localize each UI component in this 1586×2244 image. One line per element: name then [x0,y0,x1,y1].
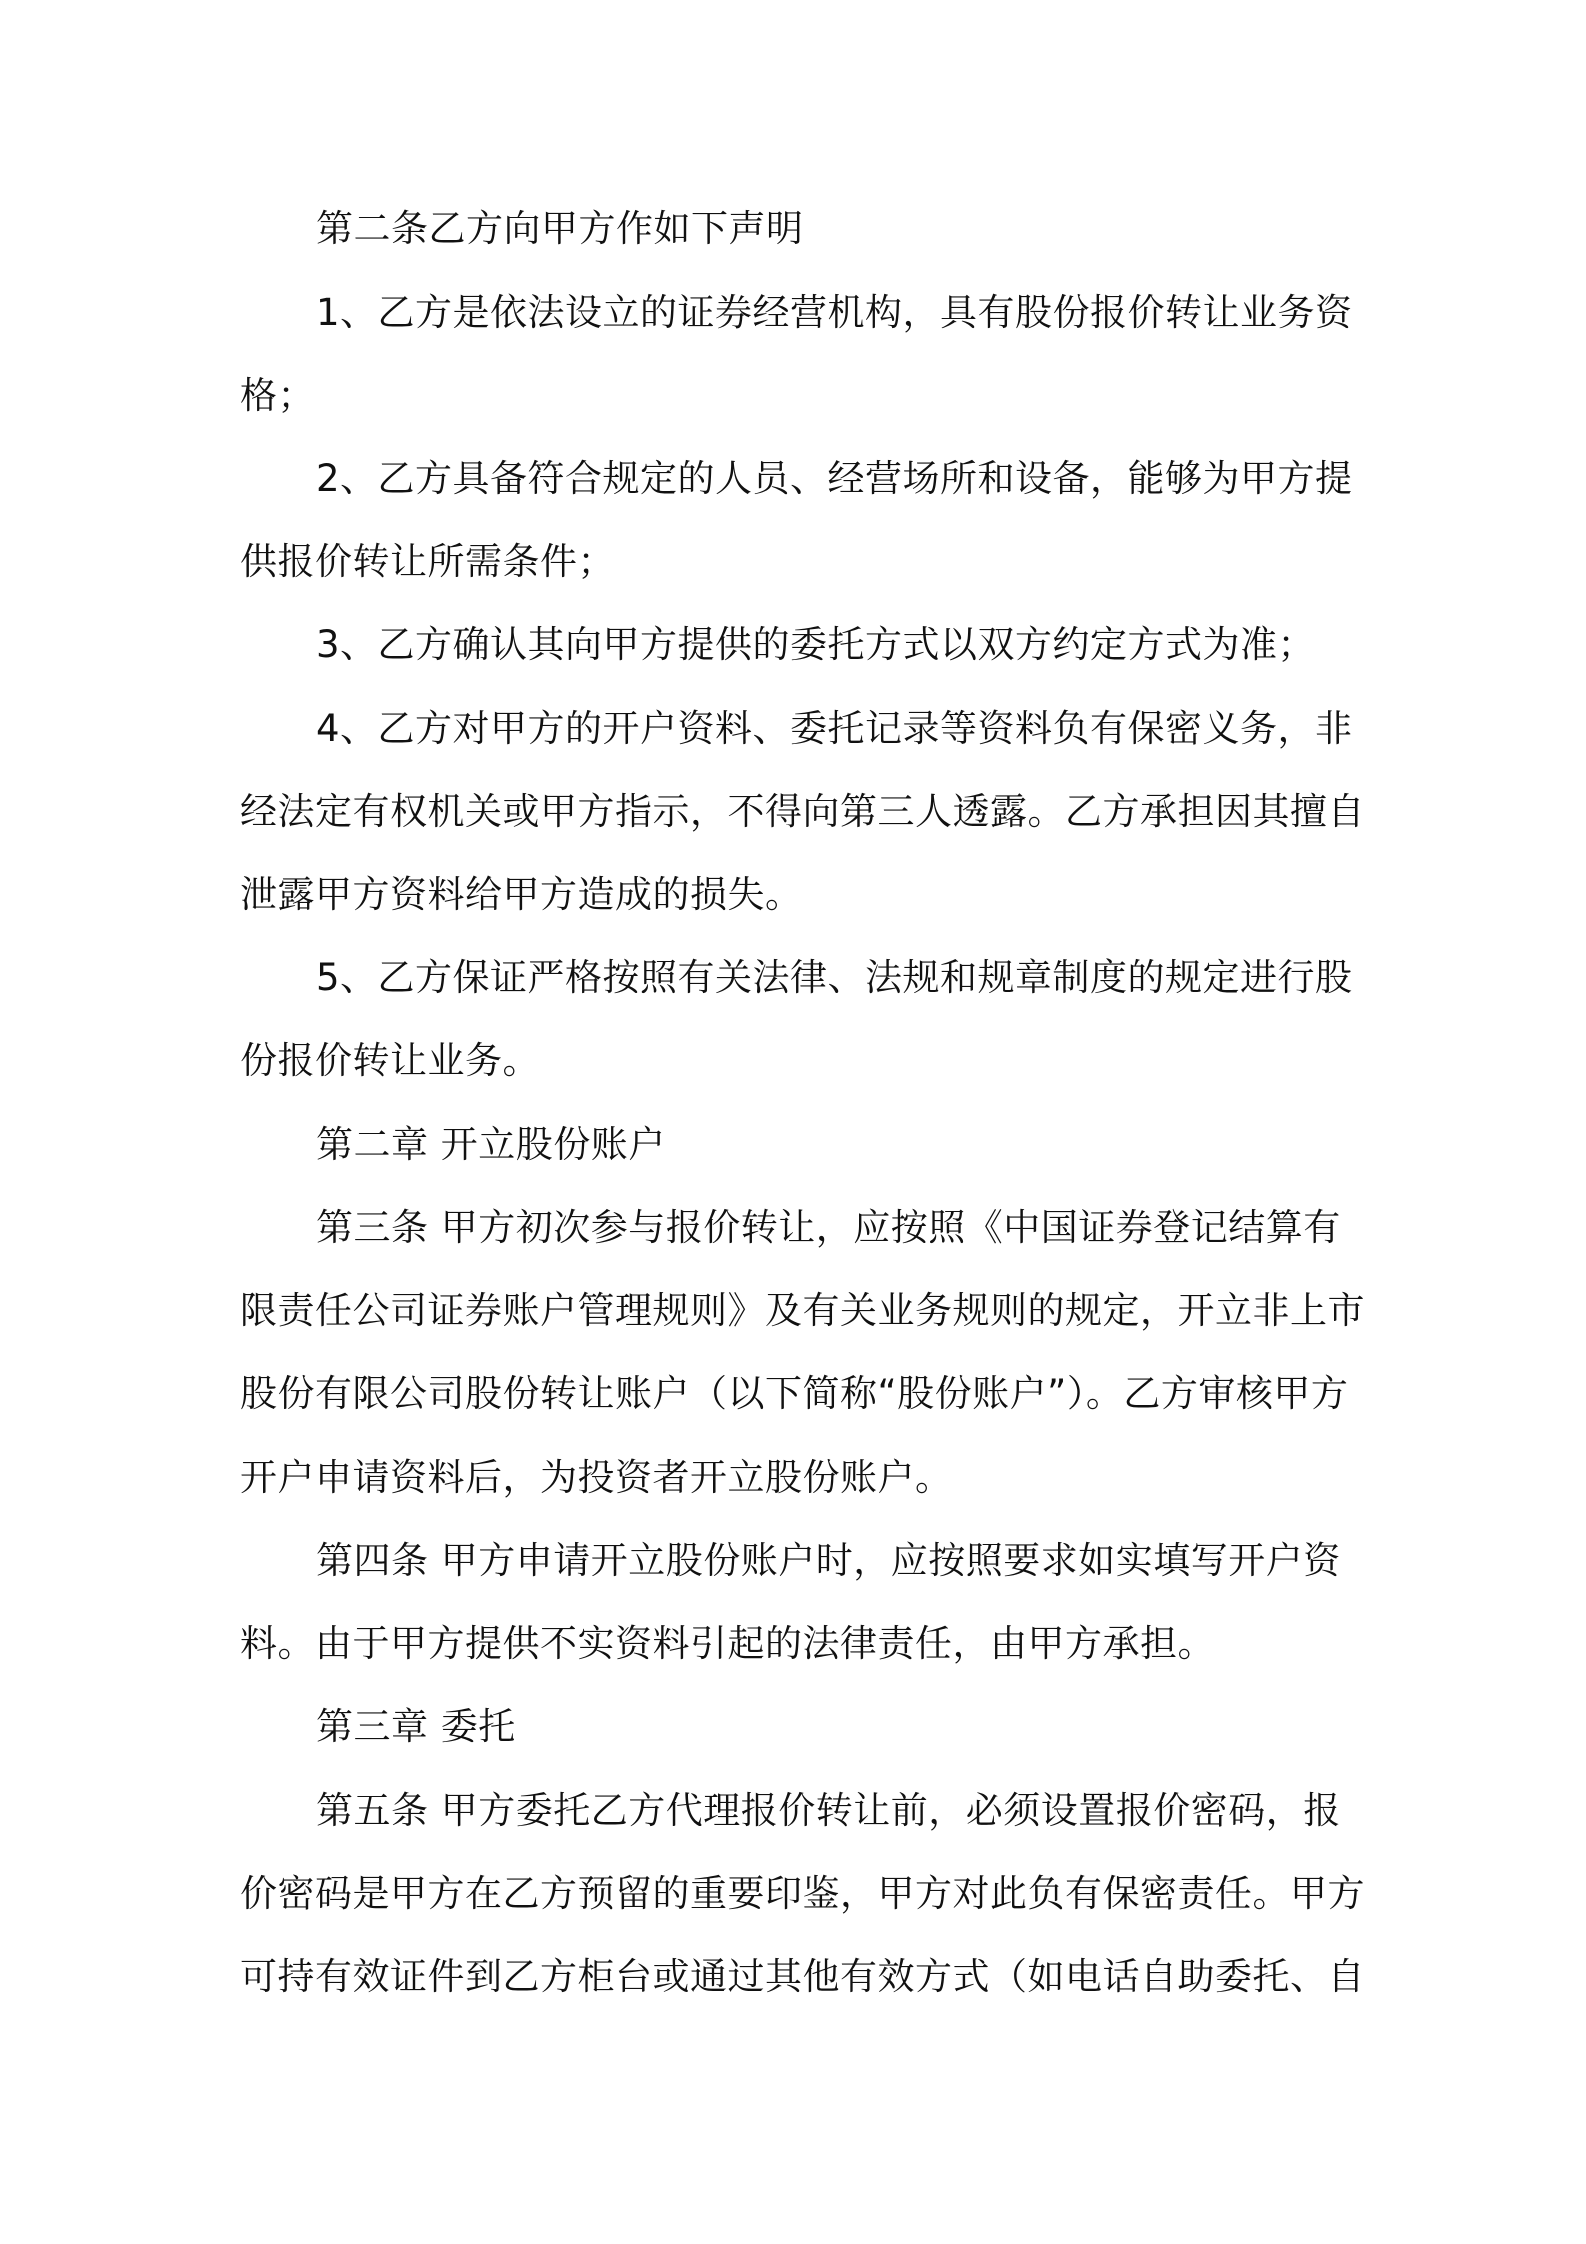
chapter-heading: 第二章 开立股份账户 [316,1123,666,1166]
paragraph-line: 第三条 甲方初次参与报价转让，应按照《中国证券登记结算有 [316,1206,1341,1249]
paragraph-line: 5、乙方保证严格按照有关法律、法规和规章制度的规定进行股 [316,956,1353,999]
paragraph-line: 限责任公司证券账户管理规则》及有关业务规则的规定，开立非上市 [240,1289,1365,1332]
paragraph-line: 份报价转让业务。 [240,1039,540,1082]
paragraph-line: 泄露甲方资料给甲方造成的损失。 [240,873,803,916]
paragraph-line: 4、乙方对甲方的开户资料、委托记录等资料负有保密义务，非 [316,707,1353,750]
paragraph-line: 1、乙方是依法设立的证券经营机构，具有股份报价转让业务资 [316,291,1353,334]
paragraph-line: 第四条 甲方申请开立股份账户时，应按照要求如实填写开户资 [316,1539,1341,1582]
chapter-heading: 第三章 委托 [316,1705,516,1748]
paragraph-line: 3、乙方确认其向甲方提供的委托方式以双方约定方式为准； [316,623,1316,666]
article-heading: 第二条乙方向甲方作如下声明 [316,207,804,250]
paragraph-line: 料。由于甲方提供不实资料引起的法律责任，由甲方承担。 [240,1622,1215,1665]
paragraph-line: 第五条 甲方委托乙方代理报价转让前，必须设置报价密码，报 [316,1789,1341,1832]
paragraph-line: 股份有限公司股份转让账户（以下简称“股份账户”）。乙方审核甲方 [240,1372,1349,1415]
paragraph-line: 格； [240,374,315,417]
paragraph-line: 供报价转让所需条件； [240,540,615,583]
paragraph-line: 经法定有权机关或甲方指示，不得向第三人透露。乙方承担因其擅自 [240,790,1365,833]
paragraph-line: 2、乙方具备符合规定的人员、经营场所和设备，能够为甲方提 [316,457,1353,500]
paragraph-line: 价密码是甲方在乙方预留的重要印鉴，甲方对此负有保密责任。甲方 [240,1872,1365,1915]
paragraph-line: 开户申请资料后，为投资者开立股份账户。 [240,1456,953,1499]
paragraph-line: 可持有效证件到乙方柜台或通过其他有效方式（如电话自助委托、自 [240,1955,1365,1998]
